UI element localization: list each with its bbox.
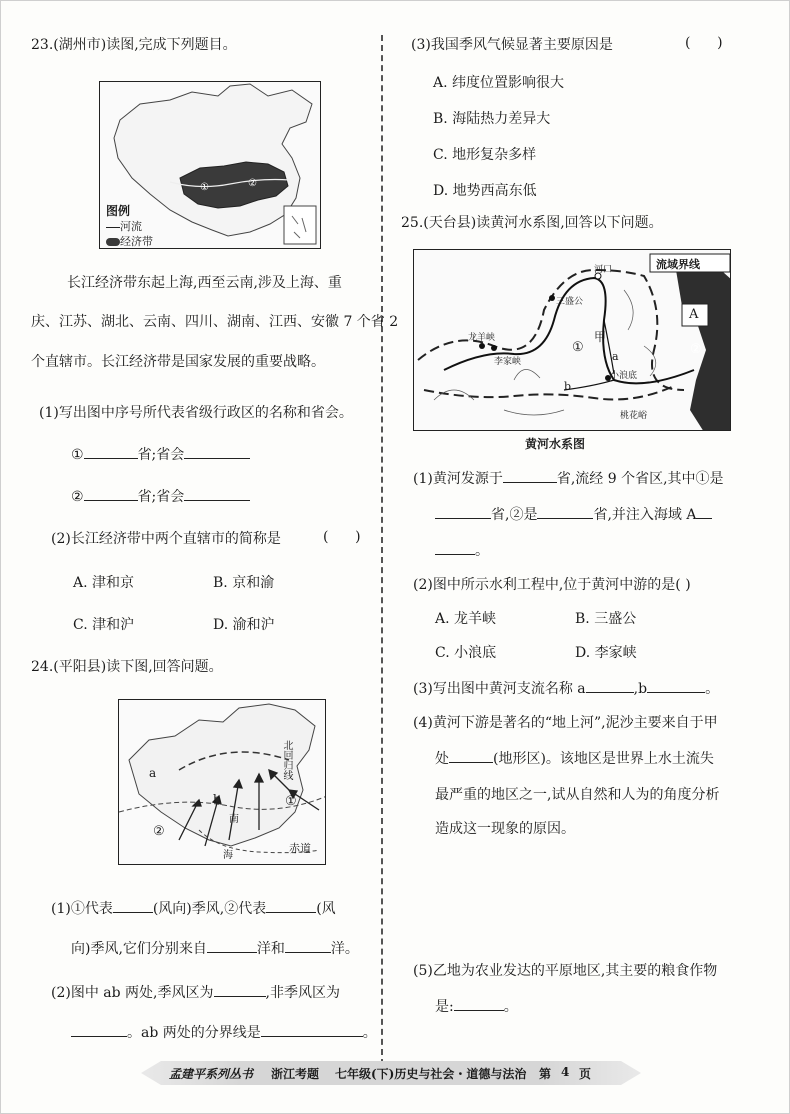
footer-page-number: 4 — [561, 1065, 570, 1079]
answer-blank[interactable] — [696, 505, 712, 519]
q24-sub3-paren[interactable]: ( ) — [685, 35, 723, 51]
q23-option-c[interactable]: C. 津和沪 — [73, 617, 135, 633]
answer-blank[interactable] — [449, 749, 493, 763]
q25-sub4-line2: 处 (地形区)。该地区是世界上水土流失 — [435, 751, 714, 767]
label-tropic: 北回归线 — [281, 740, 292, 780]
q23-option-d[interactable]: D. 渝和沪 — [213, 617, 275, 633]
q24-sub2-line2: 。ab 两处的分界线是 。 — [71, 1023, 377, 1043]
answer-blank[interactable] — [207, 939, 257, 953]
answer-blank[interactable] — [261, 1023, 363, 1037]
label-province-2: ② — [690, 342, 702, 357]
q24-option-b[interactable]: B. 海陆热力差异大 — [433, 111, 551, 127]
answer-blank[interactable] — [503, 469, 557, 483]
footer-page-suffix: 页 — [579, 1067, 592, 1081]
label-huayuankou: 桃花峪 — [620, 411, 648, 421]
label-sanshenggong: 三盛公 — [556, 297, 584, 307]
sea-area — [676, 264, 731, 431]
label-longyangxia: 龙羊峡 — [468, 333, 496, 343]
q23-paragraph-line2: 庆、江苏、湖北、云南、四川、湖南、江西、安徽 7 个省 2 — [31, 314, 399, 330]
page-footer — [141, 1057, 641, 1087]
answer-blank[interactable] — [586, 679, 634, 693]
q23-sub2: (2)长江经济带中两个直辖市的简称是 — [51, 531, 281, 547]
map-marker-2: ② — [248, 178, 257, 189]
q24-map-figure — [118, 699, 326, 865]
answer-blank[interactable] — [184, 487, 250, 501]
q24-heading: 24.(平阳县)读下图,回答问题。 — [31, 659, 223, 675]
answer-blank[interactable] — [454, 997, 504, 1011]
q25-sub1-line3: 。 — [435, 541, 489, 561]
answer-blank[interactable] — [285, 939, 331, 953]
q23-option-b[interactable]: B. 京和渝 — [213, 575, 275, 591]
label-xiaolangdi: 小浪底 — [610, 371, 638, 381]
legend-belt: 经济带 — [106, 233, 153, 249]
q23-map-figure — [99, 81, 321, 249]
footer-grade: 七年级(下)历史与社会・道德与法治 — [335, 1067, 527, 1081]
q23-sub1: (1)写出图中序号所代表省级行政区的名称和省会。 — [39, 405, 353, 421]
footer-page-prefix: 第 — [539, 1067, 552, 1081]
q23-paragraph-line1: 长江经济带东起上海,西至云南,涉及上海、重 — [67, 275, 342, 291]
legend-river: 河流 — [106, 218, 142, 234]
label-wind-2: ② — [153, 824, 165, 839]
answer-blank[interactable] — [435, 541, 475, 555]
answer-blank[interactable] — [537, 505, 593, 519]
south-sea-inset — [284, 206, 316, 244]
q23-paragraph-line3: 个直辖市。长江经济带是国家发展的重要战略。 — [31, 354, 325, 370]
legend-title: 图例 — [106, 204, 131, 218]
column-divider — [381, 35, 383, 1065]
q25-sub4-line3: 最严重的地区之一,试从自然和人为的角度分析 — [435, 787, 720, 803]
q25-sub3: (3)写出图中黄河支流名称 a ,b 。 — [413, 681, 720, 697]
answer-blank[interactable] — [113, 899, 153, 913]
q23-fill-row-2: ② 省;省会 — [71, 487, 250, 507]
q25-option-c[interactable]: C. 小浪底 — [435, 645, 497, 661]
q24-option-d[interactable]: D. 地势西高东低 — [433, 183, 537, 199]
label-jia: 甲 — [594, 330, 607, 344]
answer-blank[interactable] — [214, 983, 266, 997]
label-nan: 南 — [229, 814, 239, 825]
label-boundary: 流域界线 — [656, 258, 700, 271]
q25-sub2: (2)图中所示水利工程中,位于黄河中游的是( ) — [413, 577, 691, 593]
q25-caption: 黄河水系图 — [525, 437, 586, 451]
q25-option-b[interactable]: B. 三盛公 — [575, 611, 637, 627]
q24-option-c[interactable]: C. 地形复杂多样 — [433, 147, 537, 163]
q24-sub1-line1: (1)①代表 (风向)季风,②代表 (风 — [51, 901, 336, 917]
q25-sub5-line1: (5)乙地为农业发达的平原地区,其主要的粮食作物 — [413, 963, 718, 979]
q25-sub4-line1: (4)黄河下游是著名的“地上河”,泥沙主要来自于甲 — [413, 715, 718, 731]
footer-exam: 浙江考题 — [271, 1067, 320, 1081]
q23-sub2-paren[interactable]: ( ) — [323, 529, 361, 545]
q23-option-a[interactable]: A. 津和京 — [73, 575, 135, 591]
q25-sub1-line2: 省,②是 省,并注入海域 A — [435, 505, 712, 525]
q25-sub1-line1: (1)黄河发源于 省,流经 9 个省区,其中①是 — [413, 471, 724, 487]
river-line-icon — [106, 227, 120, 228]
q25-option-d[interactable]: D. 李家峡 — [575, 645, 637, 661]
label-hekou: 河口 — [594, 265, 613, 275]
sanshenggong-dam-icon — [549, 295, 555, 301]
label-wind-1: ① — [285, 794, 297, 809]
answer-blank[interactable] — [266, 899, 316, 913]
q25-sub5-line2: 是: 。 — [435, 999, 518, 1015]
label-lijiaxia: 李家峡 — [494, 357, 522, 367]
label-sea-A: A — [689, 307, 699, 322]
q23-fill-row-1: ① 省;省会 — [71, 445, 250, 465]
answer-blank[interactable] — [435, 505, 491, 519]
label-tributary-b: b — [564, 380, 572, 393]
footer-series: 孟建平系列丛书 — [169, 1067, 254, 1081]
answer-blank[interactable] — [647, 679, 705, 693]
answer-blank[interactable] — [84, 445, 138, 459]
q24-option-a[interactable]: A. 纬度位置影响很大 — [433, 75, 565, 91]
q24-sub3: (3)我国季风气候显著主要原因是 — [411, 37, 613, 53]
answer-blank[interactable] — [84, 487, 138, 501]
answer-blank[interactable] — [71, 1023, 127, 1037]
q24-sub2-line1: (2)图中 ab 两处,季风区为 ,非季风区为 — [51, 985, 340, 1001]
q23-heading: 23.(湖州市)读图,完成下列题目。 — [31, 37, 237, 53]
tributary-b — [564, 380, 614, 390]
label-province-1: ① — [572, 340, 584, 355]
answer-blank[interactable] — [184, 445, 250, 459]
longyangxia-dam-icon — [479, 343, 485, 349]
label-hai: 海 — [223, 850, 233, 861]
label-b: b — [213, 792, 221, 806]
q25-sub4-line4: 造成这一现象的原因。 — [435, 821, 575, 837]
q25-heading: 25.(天台县)读黄河水系图,回答以下问题。 — [401, 215, 663, 231]
label-equator: 赤道 — [289, 842, 311, 855]
q24-sub1-line2: 向)季风,它们分别来自 洋和 洋。 — [71, 941, 359, 957]
map-marker-1: ① — [200, 182, 209, 193]
q25-map-figure — [413, 249, 731, 431]
belt-shade-icon — [106, 238, 120, 246]
label-a: a — [149, 766, 157, 780]
q25-option-a[interactable]: A. 龙羊峡 — [435, 611, 497, 627]
lijiaxia-dam-icon — [491, 345, 497, 351]
label-tributary-a: a — [612, 350, 619, 363]
